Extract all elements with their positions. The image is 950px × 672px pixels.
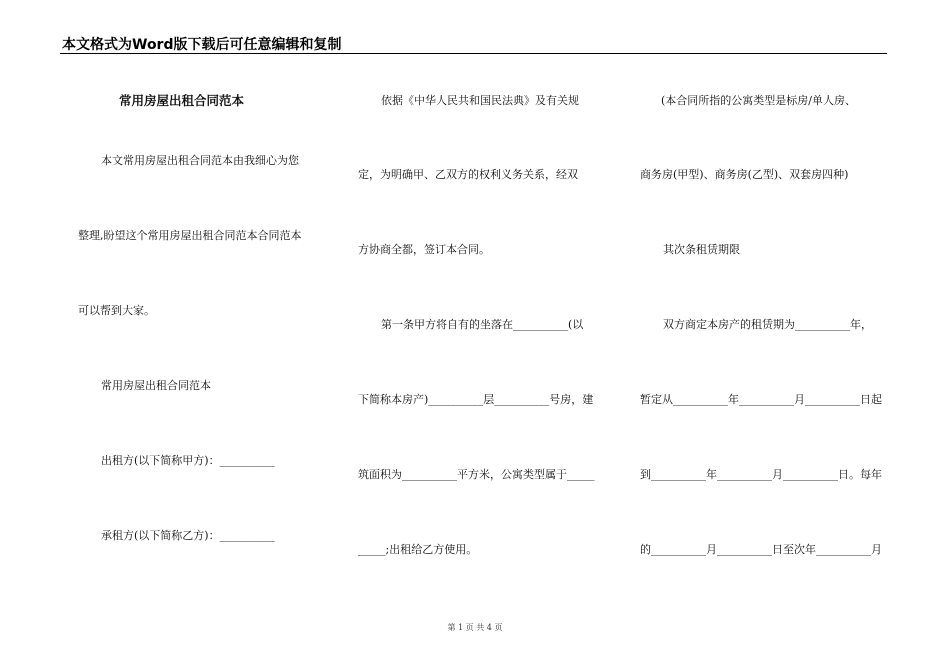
paragraph-line: 可以帮到大家。	[78, 304, 155, 317]
paragraph-line: (本合同所指的公寓类型是标房/单人房、	[661, 94, 856, 107]
paragraph-line: 双方商定本房产的租赁期为__________年，	[663, 318, 872, 331]
article-two-heading: 其次条租赁期限	[663, 243, 740, 256]
paragraph-line: _____;出租给乙方使用。	[358, 543, 478, 556]
paragraph-line: 整理,盼望这个常用房屋出租合同范本合同范本	[78, 229, 302, 242]
paragraph-line: 本文常用房屋出租合同范本由我细心为您	[101, 154, 299, 167]
paragraph-line: 暂定从__________年__________月__________日起	[640, 393, 882, 406]
lessee-line: 承租方(以下简称乙方)：__________	[101, 529, 275, 542]
section-heading: 常用房屋出租合同范本	[101, 379, 211, 392]
paragraph-line: 下简称本房产)__________层__________号房，建	[358, 393, 594, 406]
document-header: 本文格式为Word版下载后可任意编辑和复制	[62, 37, 342, 53]
paragraph-line: 的__________月__________日至次年__________月	[640, 543, 882, 556]
paragraph-line: 到__________年__________月__________日。每年	[640, 468, 882, 481]
paragraph-line: 筑面积为__________平方米，公寓类型属于_____	[358, 468, 595, 481]
paragraph-line: 商务房(甲型)、商务房(乙型)、双套房四种)	[640, 168, 849, 181]
paragraph-line: 依据《中华人民共和国民法典》及有关规	[381, 94, 579, 107]
document-title: 常用房屋出租合同范本	[119, 93, 245, 108]
lessor-line: 出租方(以下简称甲方)：__________	[101, 454, 275, 467]
header-divider	[60, 53, 887, 54]
paragraph-line: 定，为明确甲、乙双方的权利义务关系，经双	[358, 168, 578, 181]
article-one-line: 第一条甲方将自有的坐落在__________(以	[381, 318, 584, 331]
paragraph-line: 方协商全都，签订本合同。	[358, 243, 490, 256]
page-number: 第 1 页 共 4 页	[447, 623, 503, 632]
